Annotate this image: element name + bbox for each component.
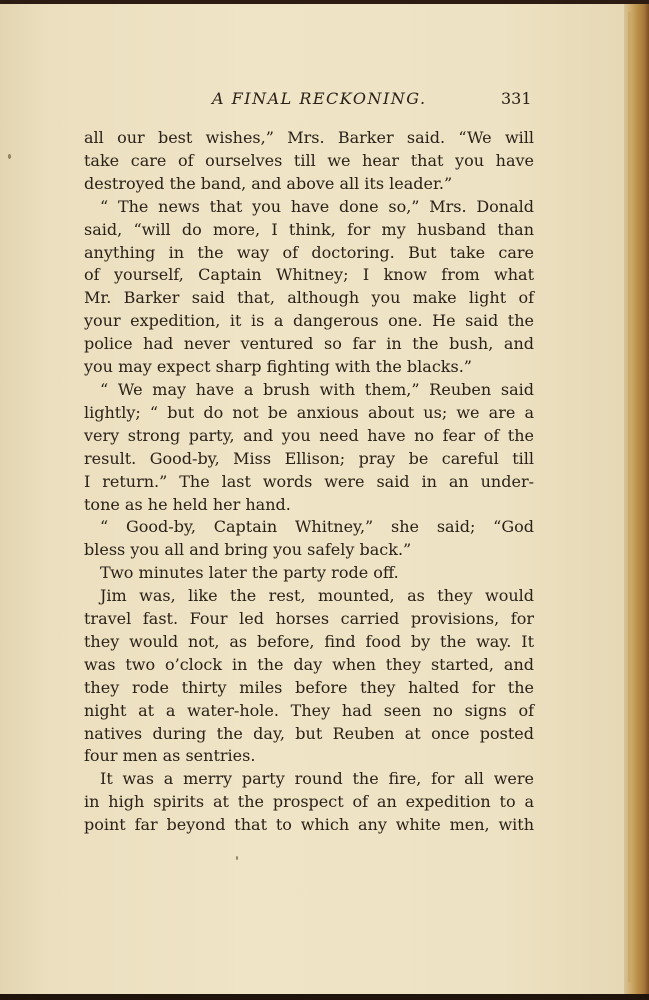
text-line: It was a merry party round the fire, for all were bbox=[100, 769, 534, 789]
running-title: A FINAL RECKONING. bbox=[212, 89, 427, 108]
text-line: point far beyond that to which any white men, with bbox=[84, 815, 534, 835]
text-line: they rode thirty miles before they halted for the bbox=[84, 677, 534, 697]
book-page bbox=[0, 4, 624, 996]
text-line: lightly; “ but do not be anxious about us; we are a bbox=[84, 402, 534, 422]
text-line: “ Good-by, Captain Whitney,” she said; “God bbox=[100, 517, 534, 537]
body-text bbox=[84, 127, 534, 837]
page-number: 331 bbox=[501, 89, 532, 108]
running-header bbox=[0, 86, 624, 114]
page-edge-stripe bbox=[628, 12, 631, 982]
paper-speck bbox=[236, 856, 238, 860]
text-line: of yourself, Captain Whitney; I know from what bbox=[84, 265, 534, 285]
text-line: I return.” The last words were said in an under- bbox=[84, 471, 534, 491]
text-line: four men as sentries. bbox=[84, 746, 256, 766]
text-line: tone as he held her hand. bbox=[84, 494, 291, 514]
text-line: was two o’clock in the day when they started, and bbox=[84, 654, 534, 674]
text-line: Jim was, like the rest, mounted, as they would bbox=[100, 586, 534, 606]
text-line: Two minutes later the party rode off. bbox=[100, 563, 399, 583]
text-line: take care of ourselves till we hear that you have bbox=[84, 150, 534, 170]
scan-border bbox=[0, 994, 649, 1000]
text-line: police had never ventured so far in the bush, and bbox=[84, 334, 534, 354]
text-line: travel fast. Four led horses carried provisions, for bbox=[84, 609, 534, 629]
text-line: in high spirits at the prospect of an expedition to a bbox=[84, 792, 534, 812]
paper-speck bbox=[8, 154, 11, 159]
text-line: said, “will do more, I think, for my husband than bbox=[84, 219, 534, 239]
text-line: natives during the day, but Reuben at once posted bbox=[84, 723, 534, 743]
text-line: destroyed the band, and above all its leader.” bbox=[84, 173, 453, 193]
text-line: all our best wishes,” Mrs. Barker said. “We will bbox=[84, 128, 534, 147]
text-line: anything in the way of doctoring. But take care bbox=[84, 242, 534, 262]
text-line: bless you all and bring you safely back.” bbox=[84, 540, 412, 560]
text-line: “ We may have a brush with them,” Reuben said bbox=[100, 379, 534, 399]
text-line: night at a water-hole. They had seen no signs of bbox=[84, 700, 534, 720]
text-line: “ The news that you have done so,” Mrs. Donald bbox=[100, 196, 534, 216]
text-line: you may expect sharp fighting with the blacks.” bbox=[84, 357, 472, 377]
text-line: they would not, as before, find food by the way. It bbox=[84, 631, 534, 651]
text-line: result. Good-by, Miss Ellison; pray be careful till bbox=[84, 448, 534, 468]
text-line: Mr. Barker said that, although you make light of bbox=[84, 288, 534, 308]
text-line: your expedition, it is a dangerous one. He said the bbox=[84, 311, 534, 331]
text-line: very strong party, and you need have no fear of the bbox=[84, 425, 534, 445]
